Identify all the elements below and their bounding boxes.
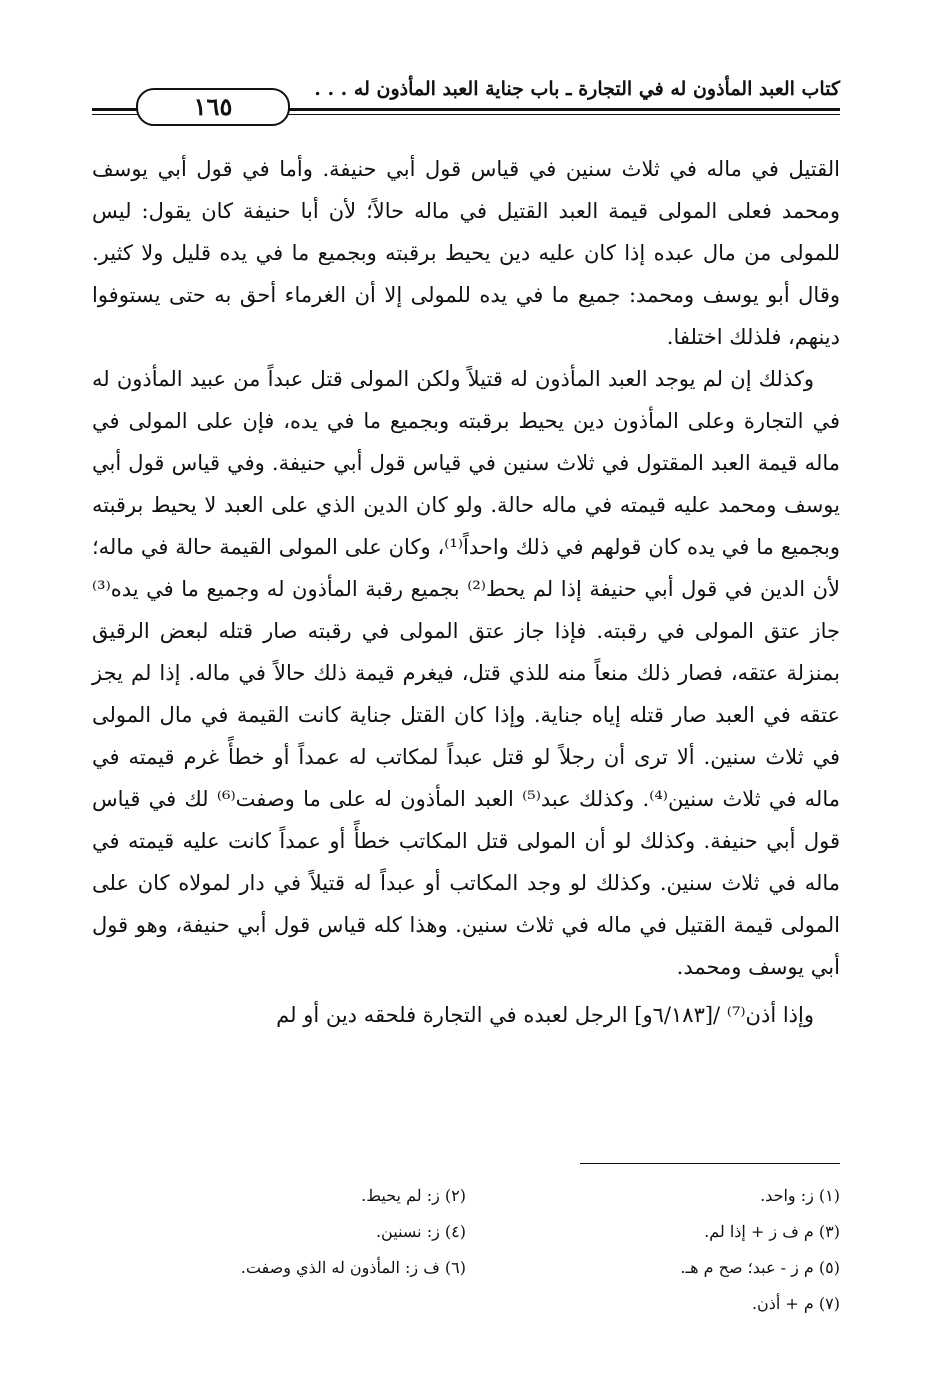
- page-header: [92, 78, 840, 122]
- footnote-6: (٦) ف ز: المأذون له الذي وصفت.: [240, 1258, 466, 1277]
- footnote-4: (٤) ز: نسنين.: [375, 1222, 466, 1241]
- footnote-row: [92, 1286, 840, 1322]
- footnote-row: [92, 1250, 840, 1286]
- main-text: [92, 148, 840, 1036]
- footnote-row: [92, 1214, 840, 1250]
- footnote-2: (٢) ز: لم يحيط.: [361, 1186, 466, 1205]
- paragraph: وكذلك إن لم يوجد العبد المأذون له قتيلاً ولكن المولى قتل عبداً من عبيد المأذون له في التجارة وعلى المأذون دين يحيط برقبته وبجميع ما في يده، فإن على المولى في ماله قيمة العبد المقتول في ثلاث سنين في قياس قول أبي حنيفة. وفي قياس قول أبي يوسف ومحمد عليه قيمته في ماله حالة. ولو كان الدين الذي على العبد لا يحيط برقبته وبجميع ما في يده كان قولهم في ذلك واحداً⁽¹⁾، وكان على المولى القيمة حالة في ماله؛ لأن الدين في قول أبي حنيفة إذا لم يحط⁽²⁾ بجميع رقبة المأذون له وجميع ما في يده⁽³⁾ جاز عتق المولى في رقبته. فإذا جاز عتق المولى في رقبته صار قتله لبعض الرقيق بمنزلة عتقه، فصار ذلك منعاً منه للذي قتل، فيغرم قيمة ذلك حالاً في ماله. إذا لم يجز عتقه في العبد صار قتله إياه جناية. وإذا كان القتل جناية كانت القيمة في مال المولى في ثلاث سنين. ألا ترى أن رجلاً لو قتل عبداً لمكاتب له عمداً أو خطأً غرم قيمته في ماله في ثلاث سنين⁽⁴⁾. وكذلك عبد⁽⁵⁾ العبد المأذون له على ما وصفت⁽⁶⁾ لك في قياس قول أبي حنيفة. وكذلك لو أن المولى قتل المكاتب خطأً أو عمداً كانت عليه قيمته في ماله في ثلاث سنين. وكذلك لو وجد المكاتب أو عبداً له قتيلاً في دار لمولاه كان على المولى قيمة القتيل في ماله في ثلاث سنين. وهذا كله قياس قول أبي حنيفة، وهو قول أبي يوسف ومحمد.: [92, 367, 840, 979]
- footnote-1: (١) ز: واحد.: [760, 1186, 840, 1205]
- footnote-5: (٥) م ز - عبد؛ صح م هـ.: [680, 1258, 840, 1277]
- paragraph: وإذا أذن⁽⁷⁾ /[٦/١٨٣و] الرجل لعبده في التجارة فلحقه دين أو لم: [276, 1003, 814, 1027]
- running-header-title: كتاب العبد المأذون له في التجارة ـ باب جناية العبد المأذون له . . .: [314, 78, 840, 100]
- footnote-row: [92, 1178, 840, 1214]
- footnotes: [92, 1178, 840, 1322]
- page-number-badge: ١٦٥: [136, 88, 290, 126]
- paragraph: القتيل في ماله في ثلاث سنين في قياس قول أبي حنيفة. وأما في قول أبي يوسف ومحمد فعلى المولى قيمة العبد القتيل في ماله حالاً؛ لأن أبا حنيفة كان يقول: ليس للمولى من مال عبده إذا كان عليه دين يحيط برقبته وبجميع ما في يده قليل ولا كثير. وقال أبو يوسف ومحمد: جميع ما في يده للمولى إلا أن الغرماء أحق به حتى يستوفوا دينهم، فلذلك اختلفا.: [92, 157, 840, 349]
- footnote-separator: [580, 1163, 840, 1164]
- footnote-3: (٣) م ف ز + إذا لم.: [704, 1222, 840, 1241]
- footnote-7: (٧) م + أذن.: [751, 1294, 840, 1313]
